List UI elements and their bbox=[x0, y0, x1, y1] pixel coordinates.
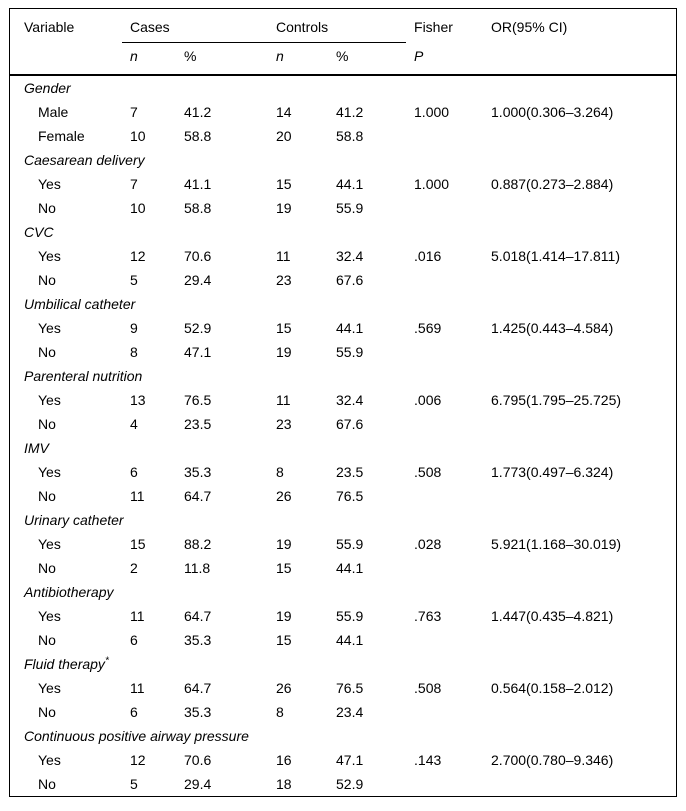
col-header-controls-pct: % bbox=[328, 43, 406, 76]
odds-ratio-cell bbox=[483, 628, 676, 652]
cases-pct-cell: 76.5 bbox=[184, 391, 212, 408]
controls-n-cell: 26 bbox=[276, 487, 292, 504]
table-body bbox=[10, 75, 676, 796]
controls-pct-cell: 32.4 bbox=[336, 247, 364, 264]
controls-pct-cell: 44.1 bbox=[336, 631, 364, 648]
cases-pct-cell: 35.3 bbox=[184, 703, 212, 720]
data-row bbox=[10, 124, 676, 148]
footnote-marker: * bbox=[104, 654, 109, 666]
cases-pct-cell: 58.8 bbox=[184, 127, 212, 144]
controls-n-cell: 19 bbox=[276, 199, 292, 216]
variable-cell: No bbox=[38, 487, 56, 504]
group-name-cell bbox=[10, 652, 676, 676]
col-header-controls-n: n bbox=[268, 43, 328, 76]
variable-cell: No bbox=[38, 415, 56, 432]
cases-n-cell: 5 bbox=[130, 271, 138, 288]
data-row bbox=[10, 100, 676, 124]
cases-n-cell: 13 bbox=[130, 391, 146, 408]
controls-n-cell: 15 bbox=[276, 175, 292, 192]
p-value-cell: .016 bbox=[414, 247, 442, 264]
cases-n-cell: 9 bbox=[130, 319, 138, 336]
group-name-label: CVC bbox=[24, 223, 54, 240]
cases-pct-cell: 23.5 bbox=[184, 415, 212, 432]
controls-pct-cell: 23.5 bbox=[336, 463, 364, 480]
odds-ratio-cell bbox=[483, 412, 676, 436]
p-value-cell bbox=[406, 700, 483, 724]
p-value-cell bbox=[406, 340, 483, 364]
odds-ratio-cell bbox=[483, 268, 676, 292]
p-value-cell bbox=[406, 556, 483, 580]
cases-pct-cell: 35.3 bbox=[184, 631, 212, 648]
cases-n-cell: 4 bbox=[130, 415, 138, 432]
controls-pct-cell: 76.5 bbox=[336, 679, 364, 696]
p-value-cell bbox=[406, 412, 483, 436]
p-value-cell bbox=[406, 268, 483, 292]
variable-cell: No bbox=[38, 775, 56, 792]
variable-cell: No bbox=[38, 343, 56, 360]
variable-cell: Yes bbox=[38, 535, 61, 552]
data-row bbox=[10, 772, 676, 796]
group-name-cell bbox=[10, 508, 676, 532]
group-header-row bbox=[10, 724, 676, 748]
odds-ratio-cell bbox=[483, 340, 676, 364]
odds-ratio-cell: 1.447(0.435–4.821) bbox=[491, 607, 614, 624]
cases-n-cell: 6 bbox=[130, 631, 138, 648]
cases-pct-cell: 70.6 bbox=[184, 247, 212, 264]
col-header-empty bbox=[10, 43, 122, 76]
odds-ratio-cell bbox=[483, 196, 676, 220]
cases-pct-cell: 52.9 bbox=[184, 319, 212, 336]
group-name-label: Urinary catheter bbox=[24, 511, 124, 528]
controls-pct-cell: 67.6 bbox=[336, 415, 364, 432]
controls-n-cell: 26 bbox=[276, 679, 292, 696]
variable-cell: Male bbox=[38, 103, 69, 120]
data-row bbox=[10, 628, 676, 652]
cases-pct-cell: 29.4 bbox=[184, 271, 212, 288]
controls-n-cell: 14 bbox=[276, 103, 292, 120]
odds-ratio-cell: 1.773(0.497–6.324) bbox=[491, 463, 614, 480]
data-row bbox=[10, 316, 676, 340]
cases-pct-cell: 35.3 bbox=[184, 463, 212, 480]
controls-n-cell: 23 bbox=[276, 415, 292, 432]
cases-n-cell: 7 bbox=[130, 103, 138, 120]
data-row bbox=[10, 196, 676, 220]
odds-ratio-cell: 0.564(0.158–2.012) bbox=[491, 679, 614, 696]
cases-n-cell: 12 bbox=[130, 751, 146, 768]
p-value-cell bbox=[406, 196, 483, 220]
group-name-cell bbox=[10, 75, 676, 100]
odds-ratio-cell: 5.018(1.414–17.811) bbox=[491, 247, 620, 264]
variable-cell: No bbox=[38, 199, 56, 216]
cases-n-cell: 12 bbox=[130, 247, 146, 264]
p-value-cell: .143 bbox=[414, 751, 442, 768]
cases-n-cell: 6 bbox=[130, 703, 138, 720]
controls-pct-cell: 55.9 bbox=[336, 607, 364, 624]
group-name-label: Fluid therapy bbox=[24, 655, 105, 672]
variable-cell: No bbox=[38, 559, 56, 576]
cases-n-cell: 11 bbox=[130, 679, 145, 696]
data-row bbox=[10, 412, 676, 436]
group-header-row bbox=[10, 364, 676, 388]
data-row bbox=[10, 676, 676, 700]
cases-n-cell: 5 bbox=[130, 775, 138, 792]
cases-n-cell: 6 bbox=[130, 463, 138, 480]
p-value-cell: 1.000 bbox=[414, 175, 450, 192]
col-header-cases: Cases bbox=[122, 9, 268, 43]
cases-pct-cell: 11.8 bbox=[184, 559, 211, 576]
odds-ratio-cell bbox=[483, 124, 676, 148]
data-row bbox=[10, 268, 676, 292]
cases-pct-cell: 88.2 bbox=[184, 535, 212, 552]
cases-pct-cell: 58.8 bbox=[184, 199, 212, 216]
controls-n-cell: 15 bbox=[276, 631, 292, 648]
odds-ratio-cell: 6.795(1.795–25.725) bbox=[491, 391, 622, 408]
odds-ratio-cell bbox=[483, 556, 676, 580]
data-row bbox=[10, 340, 676, 364]
odds-ratio-cell bbox=[483, 700, 676, 724]
statistics-table bbox=[10, 9, 676, 796]
controls-pct-cell: 76.5 bbox=[336, 487, 364, 504]
group-name-label: Antibiotherapy bbox=[24, 583, 114, 600]
controls-n-cell: 11 bbox=[276, 247, 291, 264]
controls-pct-cell: 41.2 bbox=[336, 103, 364, 120]
odds-ratio-cell: 1.425(0.443–4.584) bbox=[491, 319, 614, 336]
variable-cell: Yes bbox=[38, 463, 61, 480]
col-header-or-empty bbox=[483, 43, 676, 76]
col-header-p-value: P bbox=[406, 43, 483, 76]
col-header-controls: Controls bbox=[268, 9, 406, 43]
cases-n-cell: 7 bbox=[130, 175, 138, 192]
variable-cell: Yes bbox=[38, 319, 61, 336]
p-value-cell bbox=[406, 484, 483, 508]
variable-cell: Female bbox=[38, 127, 85, 144]
group-name-cell bbox=[10, 364, 676, 388]
data-row bbox=[10, 604, 676, 628]
cases-pct-cell: 41.2 bbox=[184, 103, 212, 120]
data-row bbox=[10, 484, 676, 508]
controls-pct-cell: 55.9 bbox=[336, 199, 364, 216]
header-row-groups bbox=[10, 9, 676, 43]
group-name-label: Continuous positive airway pressure bbox=[24, 727, 249, 744]
data-row bbox=[10, 244, 676, 268]
group-name-cell bbox=[10, 436, 676, 460]
group-header-row bbox=[10, 652, 676, 676]
controls-pct-cell: 52.9 bbox=[336, 775, 364, 792]
cases-pct-cell: 47.1 bbox=[184, 343, 212, 360]
variable-cell: No bbox=[38, 703, 56, 720]
controls-n-cell: 19 bbox=[276, 343, 292, 360]
controls-n-cell: 18 bbox=[276, 775, 292, 792]
variable-cell: Yes bbox=[38, 247, 61, 264]
col-header-cases-n: n bbox=[122, 43, 176, 76]
variable-cell: No bbox=[38, 631, 56, 648]
cases-pct-cell: 41.1 bbox=[184, 175, 212, 192]
odds-ratio-cell: 2.700(0.780–9.346) bbox=[491, 751, 614, 768]
cases-n-cell: 8 bbox=[130, 343, 138, 360]
p-value-cell bbox=[406, 772, 483, 796]
group-name-cell bbox=[10, 220, 676, 244]
controls-pct-cell: 23.4 bbox=[336, 703, 364, 720]
controls-n-cell: 19 bbox=[276, 607, 292, 624]
group-header-row bbox=[10, 220, 676, 244]
table-header bbox=[10, 9, 676, 75]
variable-cell: Yes bbox=[38, 751, 61, 768]
p-value-cell: .028 bbox=[414, 535, 442, 552]
odds-ratio-cell: 1.000(0.306–3.264) bbox=[491, 103, 614, 120]
controls-pct-cell: 55.9 bbox=[336, 535, 364, 552]
group-name-label: IMV bbox=[24, 439, 49, 456]
data-row bbox=[10, 460, 676, 484]
data-row bbox=[10, 172, 676, 196]
cases-n-cell: 11 bbox=[130, 487, 145, 504]
controls-pct-cell: 32.4 bbox=[336, 391, 364, 408]
cases-n-cell: 15 bbox=[130, 535, 146, 552]
data-row bbox=[10, 700, 676, 724]
group-name-cell bbox=[10, 724, 676, 748]
group-header-row bbox=[10, 436, 676, 460]
variable-cell: No bbox=[38, 271, 56, 288]
controls-n-cell: 8 bbox=[276, 463, 284, 480]
group-header-row bbox=[10, 75, 676, 100]
controls-pct-cell: 58.8 bbox=[336, 127, 364, 144]
data-row bbox=[10, 532, 676, 556]
cases-n-cell: 10 bbox=[130, 199, 146, 216]
p-value-cell: .006 bbox=[414, 391, 442, 408]
variable-cell: Yes bbox=[38, 607, 61, 624]
p-value-cell: .763 bbox=[414, 607, 442, 624]
controls-n-cell: 8 bbox=[276, 703, 284, 720]
col-header-variable: Variable bbox=[24, 19, 75, 36]
cases-n-cell: 11 bbox=[130, 607, 145, 624]
variable-cell: Yes bbox=[38, 679, 61, 696]
variable-cell: Yes bbox=[38, 391, 61, 408]
p-value-cell: 1.000 bbox=[414, 103, 450, 120]
controls-pct-cell: 55.9 bbox=[336, 343, 364, 360]
col-header-or-ci: OR(95% CI) bbox=[491, 19, 568, 36]
group-name-cell bbox=[10, 292, 676, 316]
controls-pct-cell: 47.1 bbox=[336, 751, 364, 768]
odds-ratio-cell: 5.921(1.168–30.019) bbox=[491, 535, 622, 552]
group-name-cell bbox=[10, 148, 676, 172]
group-name-label: Parenteral nutrition bbox=[24, 367, 143, 384]
data-row bbox=[10, 556, 676, 580]
group-name-label: Gender bbox=[24, 79, 71, 96]
cases-n-cell: 10 bbox=[130, 127, 146, 144]
controls-n-cell: 19 bbox=[276, 535, 292, 552]
controls-n-cell: 11 bbox=[276, 391, 291, 408]
group-header-row bbox=[10, 292, 676, 316]
odds-ratio-cell: 0.887(0.273–2.884) bbox=[491, 175, 614, 192]
controls-n-cell: 16 bbox=[276, 751, 292, 768]
p-value-cell: .569 bbox=[414, 319, 442, 336]
controls-n-cell: 23 bbox=[276, 271, 292, 288]
variable-cell: Yes bbox=[38, 175, 61, 192]
col-header-fisher: Fisher bbox=[414, 19, 453, 36]
cases-pct-cell: 64.7 bbox=[184, 679, 212, 696]
p-value-cell: .508 bbox=[414, 463, 442, 480]
cases-pct-cell: 29.4 bbox=[184, 775, 212, 792]
controls-pct-cell: 67.6 bbox=[336, 271, 364, 288]
p-value-cell: .508 bbox=[414, 679, 442, 696]
cases-n-cell: 2 bbox=[130, 559, 138, 576]
data-row bbox=[10, 748, 676, 772]
group-header-row bbox=[10, 148, 676, 172]
data-row bbox=[10, 388, 676, 412]
table-container bbox=[9, 8, 677, 797]
cases-pct-cell: 64.7 bbox=[184, 487, 212, 504]
p-value-cell bbox=[406, 628, 483, 652]
group-name-label: Umbilical catheter bbox=[24, 295, 136, 312]
controls-n-cell: 15 bbox=[276, 319, 292, 336]
p-value-cell bbox=[406, 124, 483, 148]
header-row-measures bbox=[10, 43, 676, 76]
controls-n-cell: 15 bbox=[276, 559, 292, 576]
cases-pct-cell: 64.7 bbox=[184, 607, 212, 624]
odds-ratio-cell bbox=[483, 484, 676, 508]
cases-pct-cell: 70.6 bbox=[184, 751, 212, 768]
odds-ratio-cell bbox=[483, 772, 676, 796]
col-header-cases-pct: % bbox=[176, 43, 268, 76]
group-header-row bbox=[10, 508, 676, 532]
controls-pct-cell: 44.1 bbox=[336, 175, 364, 192]
group-header-row bbox=[10, 580, 676, 604]
controls-pct-cell: 44.1 bbox=[336, 559, 364, 576]
group-name-label: Caesarean delivery bbox=[24, 151, 145, 168]
controls-pct-cell: 44.1 bbox=[336, 319, 364, 336]
group-name-cell bbox=[10, 580, 676, 604]
controls-n-cell: 20 bbox=[276, 127, 292, 144]
